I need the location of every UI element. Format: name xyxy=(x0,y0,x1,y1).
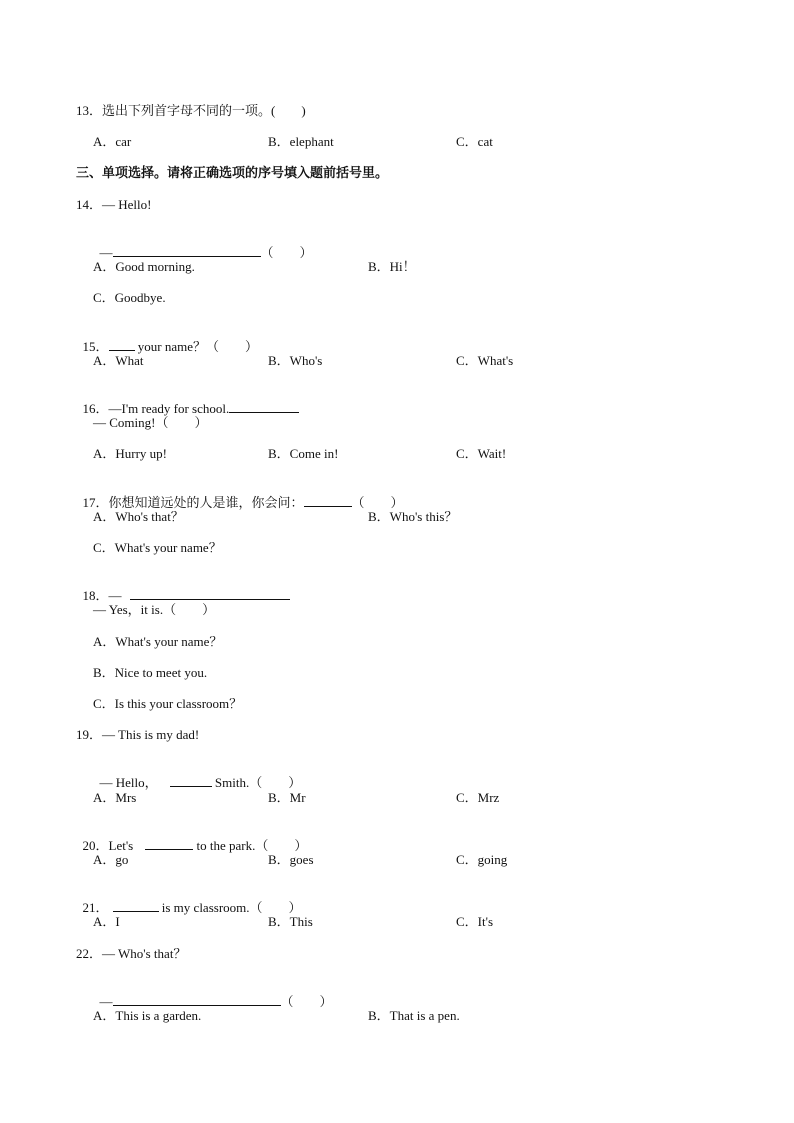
q19-blank xyxy=(170,774,212,787)
q20-prefix: 20．Let's xyxy=(82,838,134,853)
q19-option-a: A．Mrs xyxy=(93,790,137,805)
q20-stem-line xyxy=(76,821,308,853)
q14-bracket: （ ） xyxy=(260,245,313,260)
q17-stem: 17．你想知道远处的人是谁，你会问： xyxy=(82,495,304,510)
q15-option-c: C．What's xyxy=(456,353,514,368)
q20-option-c: C．going xyxy=(456,852,508,867)
q16-stem-line xyxy=(76,384,299,416)
q17-stem-line xyxy=(76,478,404,510)
q13-option-c: C．cat xyxy=(456,134,493,149)
q17-option-c: C．What's your name？ xyxy=(93,540,222,555)
q16-reply: — Coming!（ ） xyxy=(93,415,208,430)
q13-option-b: B．elephant xyxy=(268,134,334,149)
q20-blank xyxy=(145,837,193,850)
q20-suffix: to the park.（ ） xyxy=(193,838,308,853)
q20-option-b: B．goes xyxy=(268,852,314,867)
q16-blank xyxy=(229,400,299,413)
q18-reply: — Yes，it is.（ ） xyxy=(93,602,216,617)
q15-blank xyxy=(109,338,135,351)
q19-reply-prefix: — Hello， xyxy=(99,775,158,790)
q21-option-c: C．It's xyxy=(456,914,494,929)
q15-option-b: B．Who's xyxy=(268,353,323,368)
q19-option-b: B．Mr xyxy=(268,790,306,805)
q21-stem-line xyxy=(76,883,302,915)
q13-stem: 13．选出下列首字母不同的一项。( ) xyxy=(76,103,306,118)
q20-option-a: A．go xyxy=(93,852,129,867)
q19-stem: 19．— This is my dad! xyxy=(76,727,200,742)
q21-option-a: A．I xyxy=(93,914,120,929)
q14-option-a: A．Good morning. xyxy=(93,259,195,274)
q14-dash: — xyxy=(99,245,113,260)
q22-dash: — xyxy=(99,994,113,1009)
q22-blank xyxy=(113,993,281,1006)
q15-number: 15． xyxy=(82,339,109,354)
q17-bracket: （ ） xyxy=(351,495,404,510)
q19-reply-line xyxy=(93,758,302,790)
q19-option-c: C．Mrz xyxy=(456,790,500,805)
q15-stem xyxy=(76,322,258,354)
section-3-title: 三、单项选择。请将正确选项的序号填入题前括号里。 xyxy=(76,165,389,180)
q15-rest: your name？（ ） xyxy=(134,339,258,354)
q21-suffix: is my classroom.（ ） xyxy=(158,900,302,915)
q21-prefix: 21． xyxy=(82,900,109,915)
q16-option-b: B．Come in! xyxy=(268,446,339,461)
q19-reply-suffix: Smith.（ ） xyxy=(211,775,302,790)
q18-blank xyxy=(130,587,290,600)
q16-option-c: C．Wait! xyxy=(456,446,507,461)
q18-option-a: A．What's your name？ xyxy=(93,634,223,649)
q22-answer-line xyxy=(93,977,333,1009)
q18-option-b: B．Nice to meet you. xyxy=(93,665,208,680)
q14-stem: 14．— Hello! xyxy=(76,197,152,212)
q17-blank xyxy=(304,494,352,507)
q15-option-a: A．What xyxy=(93,353,144,368)
q18-option-c: C．Is this your classroom？ xyxy=(93,696,243,711)
q18-stem-line xyxy=(76,571,290,603)
q17-option-b: B．Who's this？ xyxy=(368,509,458,524)
q14-answer-line xyxy=(93,228,313,260)
q22-stem: 22．— Who's that？ xyxy=(76,946,187,961)
q22-option-a: A．This is a garden. xyxy=(93,1008,202,1023)
q16-stem: 16．—I'm ready for school. xyxy=(82,401,230,416)
q13-option-a: A．car xyxy=(93,134,132,149)
q22-option-b: B．That is a pen. xyxy=(368,1008,460,1023)
q18-stem: 18．— xyxy=(82,588,122,603)
q14-option-b: B．Hi！ xyxy=(368,259,416,274)
q16-option-a: A．Hurry up! xyxy=(93,446,168,461)
q14-blank xyxy=(113,244,261,257)
q22-bracket: （ ） xyxy=(280,994,333,1009)
q21-blank xyxy=(113,899,159,912)
q17-option-a: A．Who's that？ xyxy=(93,509,184,524)
q21-option-b: B．This xyxy=(268,914,313,929)
q14-option-c: C．Goodbye. xyxy=(93,290,166,305)
